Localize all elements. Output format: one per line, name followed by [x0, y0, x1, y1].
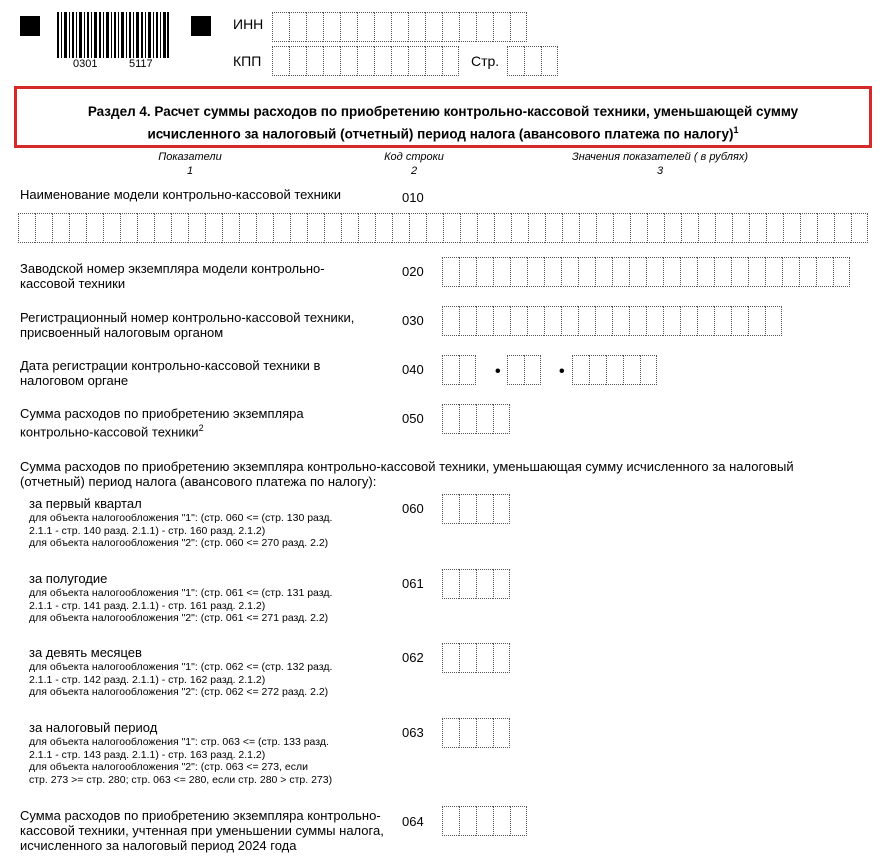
row-062-field[interactable] — [442, 643, 510, 673]
barcode-number-left: 0301 — [73, 58, 98, 70]
input-cell[interactable] — [459, 718, 476, 748]
column-number-3: 3 — [656, 165, 664, 177]
input-cell[interactable] — [442, 718, 459, 748]
input-cell[interactable] — [391, 12, 408, 42]
column-header-line-code: Код строки — [384, 151, 444, 163]
input-cell[interactable] — [507, 355, 524, 385]
input-cell[interactable] — [459, 494, 476, 524]
input-cell[interactable] — [442, 355, 459, 385]
input-cell[interactable] — [375, 213, 392, 243]
input-cell[interactable] — [476, 306, 493, 336]
input-cell[interactable] — [374, 12, 391, 42]
input-cell[interactable] — [442, 12, 459, 42]
input-cell[interactable] — [154, 213, 171, 243]
input-cell[interactable] — [612, 257, 629, 287]
row-063-code: 063 — [402, 725, 424, 740]
input-cell[interactable] — [510, 12, 527, 42]
input-cell[interactable] — [357, 12, 374, 42]
row-064-label: Сумма расходов по приобретению экземпляра контрольно- кассовой техники, учтенная при уменьшении суммы налога, исчисленного за налоговый период 2024 года — [20, 808, 384, 853]
input-cell[interactable] — [579, 213, 596, 243]
input-cell[interactable] — [459, 643, 476, 673]
row-010-code: 010 — [402, 190, 424, 205]
row-050-field[interactable] — [442, 404, 510, 434]
input-cell[interactable] — [307, 213, 324, 243]
input-cell[interactable] — [476, 257, 493, 287]
row-061-field[interactable] — [442, 569, 510, 599]
input-cell[interactable] — [493, 306, 510, 336]
input-cell[interactable] — [596, 213, 613, 243]
input-cell[interactable] — [749, 213, 766, 243]
group-label: Сумма расходов по приобретению экземпляра контрольно-кассовой техники, уменьшающая сумму исчисленного за налоговый (отчетный) период налога (авансового платежа по налогу): — [20, 459, 794, 489]
input-cell[interactable] — [459, 12, 476, 42]
input-cell[interactable] — [640, 355, 657, 385]
input-cell[interactable] — [306, 12, 323, 42]
input-cell[interactable] — [18, 213, 35, 243]
input-cell[interactable] — [408, 12, 425, 42]
row-062-title: за девять месяцев — [29, 645, 142, 660]
input-cell[interactable] — [222, 213, 239, 243]
input-cell[interactable] — [493, 257, 510, 287]
row-020-label: Заводской номер экземпляра модели контрольно- кассовой техники — [20, 261, 325, 291]
barcode — [57, 12, 169, 58]
barcode-number-right: 5117 — [129, 58, 153, 70]
input-cell[interactable] — [766, 213, 783, 243]
input-cell[interactable] — [816, 257, 833, 287]
input-cell[interactable] — [799, 257, 816, 287]
input-cell[interactable] — [511, 213, 528, 243]
input-cell[interactable] — [459, 306, 476, 336]
input-cell[interactable] — [493, 806, 510, 836]
row-040-month-field[interactable] — [507, 355, 541, 385]
page-label: Стр. — [471, 53, 500, 69]
row-020-field[interactable] — [442, 257, 850, 287]
input-cell[interactable] — [664, 213, 681, 243]
input-cell[interactable] — [239, 213, 256, 243]
input-cell[interactable] — [409, 213, 426, 243]
input-cell[interactable] — [323, 12, 340, 42]
input-cell[interactable] — [681, 213, 698, 243]
input-cell[interactable] — [493, 718, 510, 748]
input-cell[interactable] — [493, 404, 510, 434]
input-cell[interactable] — [510, 806, 527, 836]
row-010-field[interactable] — [18, 213, 868, 243]
input-cell[interactable] — [646, 306, 663, 336]
input-cell[interactable] — [205, 213, 222, 243]
input-cell[interactable] — [426, 213, 443, 243]
input-cell[interactable] — [120, 213, 137, 243]
input-cell[interactable] — [562, 213, 579, 243]
row-064-code: 064 — [402, 814, 424, 829]
inn-field[interactable] — [272, 12, 527, 42]
input-cell[interactable] — [765, 257, 782, 287]
corner-marker-right — [191, 16, 211, 36]
row-063-title: за налоговый период — [29, 720, 158, 735]
row-060-note: для объекта налогообложения "1": (стр. 060 <= (стр. 130 разд. 2.1.1 - стр. 140 разд. 2.1.1) - стр. 160 разд. 2.1.2) для объекта налогообложения "2": (стр. 060 <= 270 разд. 2.2) — [29, 512, 333, 549]
input-cell[interactable] — [493, 643, 510, 673]
input-cell[interactable] — [510, 306, 527, 336]
input-cell[interactable] — [69, 213, 86, 243]
page-field[interactable] — [507, 46, 558, 76]
input-cell[interactable] — [477, 213, 494, 243]
input-cell[interactable] — [572, 355, 589, 385]
corner-marker-left — [20, 16, 40, 36]
input-cell[interactable] — [256, 213, 273, 243]
input-cell[interactable] — [544, 306, 561, 336]
column-number-2: 2 — [410, 165, 418, 177]
row-040-day-field[interactable] — [442, 355, 476, 385]
input-cell[interactable] — [851, 213, 868, 243]
row-010-label: Наименование модели контрольно-кассовой техники — [20, 187, 342, 202]
input-cell[interactable] — [425, 12, 442, 42]
input-cell[interactable] — [629, 257, 646, 287]
input-cell[interactable] — [748, 306, 765, 336]
input-cell[interactable] — [340, 12, 357, 42]
input-cell[interactable] — [629, 306, 646, 336]
input-cell[interactable] — [697, 306, 714, 336]
input-cell[interactable] — [442, 257, 459, 287]
input-cell[interactable] — [272, 46, 289, 76]
input-cell[interactable] — [606, 355, 623, 385]
input-cell[interactable] — [817, 213, 834, 243]
row-060-field[interactable] — [442, 494, 510, 524]
input-cell[interactable] — [476, 12, 493, 42]
input-cell[interactable] — [612, 306, 629, 336]
input-cell[interactable] — [442, 569, 459, 599]
section-title-box — [14, 86, 872, 148]
input-cell[interactable] — [541, 46, 558, 76]
input-cell[interactable] — [273, 213, 290, 243]
input-cell[interactable] — [595, 306, 612, 336]
row-040-year-field[interactable] — [572, 355, 657, 385]
input-cell[interactable] — [459, 404, 476, 434]
input-cell[interactable] — [460, 213, 477, 243]
input-cell[interactable] — [35, 213, 52, 243]
input-cell[interactable] — [442, 46, 459, 76]
input-cell[interactable] — [524, 46, 541, 76]
input-cell[interactable] — [544, 257, 561, 287]
input-cell[interactable] — [714, 306, 731, 336]
row-063-field[interactable] — [442, 718, 510, 748]
input-cell[interactable] — [324, 213, 341, 243]
input-cell[interactable] — [545, 213, 562, 243]
input-cell[interactable] — [425, 46, 442, 76]
row-062-note: для объекта налогообложения "1": (стр. 062 <= (стр. 132 разд. 2.1.1 - стр. 142 разд. 2.1.1) - стр. 162 разд. 2.1.2) для объекта налогообложения "2": (стр. 062 <= 272 разд. 2.2) — [29, 661, 333, 698]
row-063-note: для объекта налогообложения "1": стр. 063 <= (стр. 133 разд. 2.1.1 - стр. 143 разд. 2.1.1) - стр. 163 разд. 2.1.2) для объекта налогообложения "2": (стр. 063 <= 273, если стр. 273 >= стр. 280; стр. 063 <= 280, если стр. 280 > стр. 273) — [29, 736, 333, 786]
row-030-code: 030 — [402, 313, 424, 328]
input-cell[interactable] — [442, 643, 459, 673]
input-cell[interactable] — [623, 355, 640, 385]
input-cell[interactable] — [663, 257, 680, 287]
input-cell[interactable] — [646, 257, 663, 287]
input-cell[interactable] — [782, 257, 799, 287]
input-cell[interactable] — [528, 213, 545, 243]
date-separator-dot: • — [495, 363, 501, 380]
input-cell[interactable] — [561, 306, 578, 336]
row-030-label: Регистрационный номер контрольно-кассовой техники, присвоенный налоговым органом — [20, 310, 355, 340]
section-title: Раздел 4. Расчет суммы расходов по приобретению контрольно-кассовой техники, уменьшающей сумму исчисленного за налоговый (отчетный) период налога (авансового платежа по налогу)$^1$ — [87, 104, 799, 142]
input-cell[interactable] — [459, 257, 476, 287]
row-061-title: за полугодие — [29, 571, 108, 586]
input-cell[interactable] — [833, 257, 850, 287]
row-020-code: 020 — [402, 264, 424, 279]
column-header-values: Значения показателей ( в рублях) — [571, 151, 749, 163]
input-cell[interactable] — [595, 257, 612, 287]
input-cell[interactable] — [340, 46, 357, 76]
input-cell[interactable] — [272, 12, 289, 42]
input-cell[interactable] — [391, 46, 408, 76]
input-cell[interactable] — [731, 257, 748, 287]
row-061-note: для объекта налогообложения "1": (стр. 061 <= (стр. 131 разд. 2.1.1 - стр. 141 разд. 2.1.1) - стр. 161 разд. 2.1.2) для объекта налогообложения "2": (стр. 061 <= 271 разд. 2.2) — [29, 587, 333, 624]
input-cell[interactable] — [834, 213, 851, 243]
input-cell[interactable] — [392, 213, 409, 243]
input-cell[interactable] — [171, 213, 188, 243]
row-060-title: за первый квартал — [29, 496, 142, 511]
input-cell[interactable] — [578, 257, 595, 287]
input-cell[interactable] — [103, 213, 120, 243]
input-cell[interactable] — [137, 213, 154, 243]
input-cell[interactable] — [476, 718, 493, 748]
input-cell[interactable] — [459, 355, 476, 385]
input-cell[interactable] — [589, 355, 606, 385]
kpp-field[interactable] — [272, 46, 459, 76]
row-061-code: 061 — [402, 576, 424, 591]
input-cell[interactable] — [714, 257, 731, 287]
row-040-code: 040 — [402, 362, 424, 377]
input-cell[interactable] — [527, 257, 544, 287]
inn-label: ИНН — [233, 16, 264, 32]
date-separator-dot: • — [559, 363, 565, 380]
input-cell[interactable] — [358, 213, 375, 243]
input-cell[interactable] — [731, 306, 748, 336]
input-cell[interactable] — [290, 213, 307, 243]
row-060-code: 060 — [402, 501, 424, 516]
input-cell[interactable] — [459, 569, 476, 599]
input-cell[interactable] — [476, 569, 493, 599]
input-cell[interactable] — [783, 213, 800, 243]
input-cell[interactable] — [680, 306, 697, 336]
input-cell[interactable] — [765, 306, 782, 336]
input-cell[interactable] — [697, 257, 714, 287]
input-cell[interactable] — [476, 806, 493, 836]
input-cell[interactable] — [442, 806, 459, 836]
input-cell[interactable] — [748, 257, 765, 287]
kpp-label: КПП — [233, 53, 262, 69]
input-cell[interactable] — [341, 213, 358, 243]
input-cell[interactable] — [647, 213, 664, 243]
input-cell[interactable] — [578, 306, 595, 336]
input-cell[interactable] — [715, 213, 732, 243]
row-064-field[interactable] — [442, 806, 527, 836]
row-062-code: 062 — [402, 650, 424, 665]
input-cell[interactable] — [357, 46, 374, 76]
input-cell[interactable] — [507, 46, 524, 76]
input-cell[interactable] — [561, 257, 578, 287]
input-cell[interactable] — [493, 12, 510, 42]
row-050-label: Сумма расходов по приобретению экземпляра контрольно-кассовой техники$^2$ — [20, 406, 304, 440]
column-header-indicators: Показатели — [158, 151, 222, 163]
input-cell[interactable] — [698, 213, 715, 243]
input-cell[interactable] — [443, 213, 460, 243]
input-cell[interactable] — [442, 494, 459, 524]
input-cell[interactable] — [188, 213, 205, 243]
column-number-1: 1 — [186, 165, 194, 177]
input-cell[interactable] — [493, 494, 510, 524]
input-cell[interactable] — [442, 306, 459, 336]
input-cell[interactable] — [476, 643, 493, 673]
input-cell[interactable] — [289, 46, 306, 76]
input-cell[interactable] — [374, 46, 391, 76]
input-cell[interactable] — [524, 355, 541, 385]
input-cell[interactable] — [442, 404, 459, 434]
input-cell[interactable] — [494, 213, 511, 243]
input-cell[interactable] — [613, 213, 630, 243]
input-cell[interactable] — [680, 257, 697, 287]
input-cell[interactable] — [527, 306, 544, 336]
input-cell[interactable] — [52, 213, 69, 243]
input-cell[interactable] — [630, 213, 647, 243]
input-cell[interactable] — [732, 213, 749, 243]
input-cell[interactable] — [800, 213, 817, 243]
input-cell[interactable] — [86, 213, 103, 243]
input-cell[interactable] — [663, 306, 680, 336]
row-050-code: 050 — [402, 411, 424, 426]
input-cell[interactable] — [289, 12, 306, 42]
input-cell[interactable] — [323, 46, 340, 76]
input-cell[interactable] — [408, 46, 425, 76]
input-cell[interactable] — [306, 46, 323, 76]
input-cell[interactable] — [476, 494, 493, 524]
row-040-label: Дата регистрации контрольно-кассовой техники в налоговом органе — [20, 358, 321, 388]
row-030-field[interactable] — [442, 306, 782, 336]
input-cell[interactable] — [510, 257, 527, 287]
input-cell[interactable] — [476, 404, 493, 434]
input-cell[interactable] — [459, 806, 476, 836]
input-cell[interactable] — [493, 569, 510, 599]
